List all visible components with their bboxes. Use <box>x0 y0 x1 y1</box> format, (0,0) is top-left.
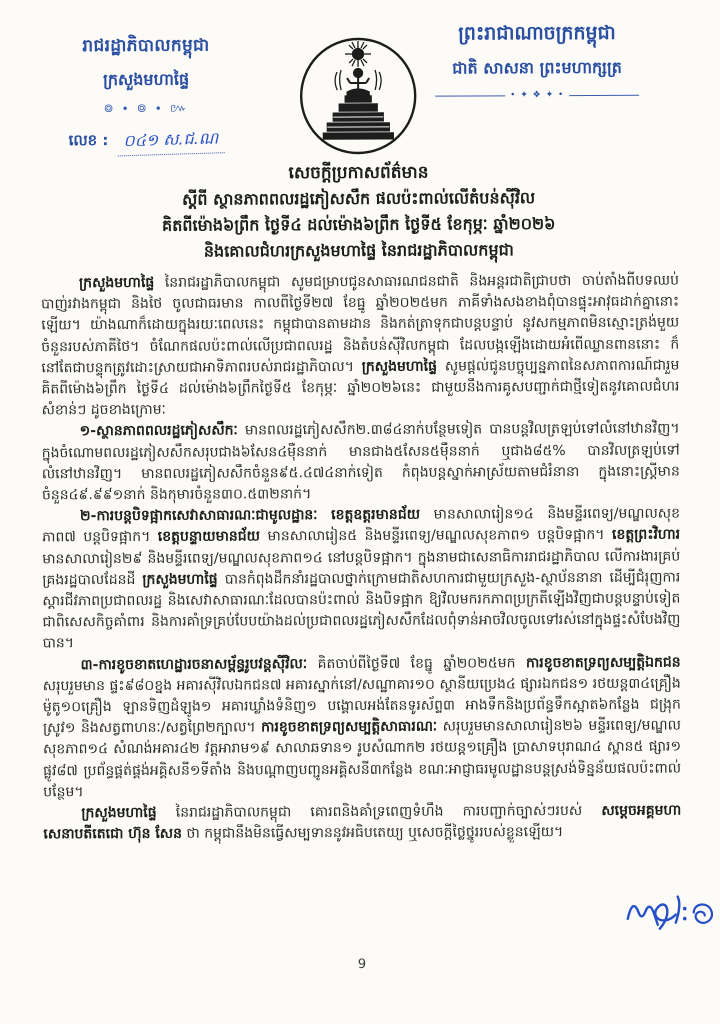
document-number-line <box>40 128 252 155</box>
paragraph-section-1: ១-ស្ថានភាពពលរដ្ឋភៀសសឹកៈ មានពលរដ្ឋភៀសសឹក២.៣៨៤នាក់បន្ថែមទៀត បានបន្តវិលត្រឡប់ទៅលំនៅឋានវិញ។ ក្នុងចំណោមពលរដ្ឋភៀសសឹកសរុបជាង៦សែន៤ម៉ឺននាក់ មានជាង៥សែន៥ម៉ឺននាក់ ឬជាង៨៥% បានវិលត្រឡប់ទៅលំនៅឋានវិញ។ មានពលរដ្ឋភៀសសឹកចំនួន៩៥.៤៧៤នាក់ទៀត កំពុងបន្តស្នាក់អាស្រ័យតាមជំរំនានា ក្នុងនោះស្ត្រីមានចំនួន៤៩.៩៩១នាក់ និងកុមារចំនួន៣០.៥៣២នាក់។ <box>41 421 680 504</box>
document-title <box>53 159 663 266</box>
title-line-2: ស្តីពី ស្ថានភាពពលរដ្ឋភៀសសឹក ផលប៉ះពាល់លើតំបន់ស៊ីវិល <box>182 188 536 209</box>
ministry-name: ក្រសួងមហាផ្ទៃ <box>103 69 190 90</box>
document-body <box>41 271 681 846</box>
paragraph-section-2: ២-ការបន្តបិទផ្អាកសេវាសាធារណៈជាមូលដ្ឋានៈ ខេត្តឧត្តរមានជ័យ មានសាលារៀន១៤ និងមន្ទីរពេទ្យ/មណ្ឌលសុខភាព៧ បន្តបិទផ្អាក។ ខេត្តបន្ទាយមានជ័យ មានសាលារៀន៥ និងមន្ទីរពេទ្យ/មណ្ឌលសុខភាព១ បន្តបិទផ្អាក។ ខេត្តព្រះវិហារ មានសាលារៀន២៩ និងមន្ទីរពេទ្យ/មណ្ឌលសុខភាព១៤ នៅបន្តបិទផ្អាក។ ក្នុងនាមជាសេនាធិការរាជរដ្ឋាភិបាល លើការងារគ្រប់គ្រងរដ្ឋបាលដែនដី ក្រសួងមហាផ្ទៃ បានកំពុងដឹកនាំរដ្ឋបាលថ្នាក់ក្រោមជាតិសហការជាមួយក្រសួង-ស្ថាប័ននានា ដើម្បីជំរុញការស្ដារជីវភាពប្រជាពលរដ្ឋ និងសេវាសាធារណៈដែលបានប៉ះពាល់ និងបិទផ្អាក ឱ្យវិលមករកភាពប្រក្រតីឡើងវិញជាបន្តបន្ទាប់ទៀត ជាពិសេសកិច្ចគាំពារ និងការគាំទ្រគ្រប់បែបយ៉ាងដល់ប្រជាពលរដ្ឋភៀសសឹកដែលពុំទាន់អាចវិលចូលទៅរស់នៅក្នុងផ្ទះសំបែងវិញបាន។ <box>42 505 681 652</box>
letterhead-left <box>40 34 253 155</box>
title-line-1: សេចក្តីប្រកាសព័ត៌មាន <box>288 162 429 184</box>
document-number-label: លេខ : <box>68 131 109 150</box>
title-line-3: គិតពីម៉ោង៦ព្រឹក ថ្ងៃទី៤ ដល់ម៉ោង៦ព្រឹក ថ្ងៃទី៥ ខែកុម្ភៈ ឆ្នាំ២០២៦ <box>161 214 556 235</box>
title-line-4: និងគោលជំហរក្រសួងមហាផ្ទៃ នៃរាជរដ្ឋាភិបាលកម្ពុជា <box>203 240 514 261</box>
divider-ornament: • ✦ ❖ ✦ • <box>510 90 565 101</box>
paragraph-section-3: ៣-ការខូចខាតហេដ្ឋារចនាសម្ព័ន្ធរូបវន្តស៊ីវិលៈ គិតចាប់ពីថ្ងៃទី៧ ខែធ្នូ ឆ្នាំ២០២៥មក ការខូចខាតទ្រព្យសម្បត្តិឯកជន សរុបរួមមាន ផ្ទះ៩៨០ខ្នង អគារស៊ីវិលឯកជន៧ អគារស្នាក់នៅ/សណ្ឋាគារ១០ ស្ថានីយប្រេង៤ ផ្សារឯកជន១ រថយន្ត៣៤គ្រឿង ម៉ូតូ១០គ្រឿង ឡានទិញដំឡូង១ អគារឃ្លាំងទំនិញ១ បង្គោលអង់តែនទូរស័ព្ទ៣ អាងទឹកនិងប្រព័ន្ធទឹកស្អាត៦កន្លែង ជង្រុកស្រូវ១ និងសត្វពាហនៈ/សត្វព្រៃ២ក្បាល។ ការខូចខាតទ្រព្យសម្បត្តិសាធារណៈ សរុបរួមមានសាលារៀន២៦ មន្ទីរពេទ្យ/មណ្ឌលសុខភាព១៤ សំណង់អគារ៤២ វត្តអារាម១៩ សាលាឆទាន១ រូបសំណាក២ រថយន្ត១គ្រឿង ប្រាសាទបុរាណ៤ ស្ពាន៥ ផ្សារ១ ផ្លូវ៨៧ ប្រព័ន្ធផ្គត់ផ្គង់អគ្គិសនី១ទីតាំង និងបណ្ដាញបញ្ជូនអគ្គិសនី៣កន្លែង ខណៈអាជ្ញាធរមូលដ្ឋានបន្តស្រង់ទិន្នន័យផលប៉ះពាល់បន្ថែម។ <box>42 654 682 801</box>
page-number: 9 <box>357 956 367 973</box>
government-name: រាជរដ្ឋាភិបាលកម្ពុជា <box>82 35 210 57</box>
kingdom-motto-line1: ព្រះរាជាណាចក្រកម្ពុជា <box>458 21 616 45</box>
divider-line-right <box>569 94 639 95</box>
kingdom-motto-line2: ជាតិ សាសនា ព្រះមហាក្សត្រ <box>452 57 622 78</box>
blue-ink-paraph-signature <box>624 882 716 940</box>
paragraph-closing: ក្រសួងមហាផ្ទៃ នៃរាជរដ្ឋាភិបាលកម្ពុជា គោរពនិងគាំទ្រពេញទំហឹង ការបញ្ជាក់ច្បាស់ៗរបស់ សម្ដេចអគ្គមហាសេនាបតីតេជោ ហ៊ុន សែន ថា កម្ពុជានឹងមិនធ្វើសម្បទាននូវអធិបតេយ្យ ឬសេចក្ដីថ្លៃថ្នូររបស់ខ្លួនឡើយ។ <box>43 802 682 843</box>
document-number-handwritten: ០៤១ ស.ជ.ណ <box>117 127 225 156</box>
khmer-ornament: ៙ ∙ ៙ ∙ ៚ <box>103 100 189 116</box>
motto-divider <box>382 90 692 101</box>
letterhead-right <box>382 21 692 101</box>
divider-line-left <box>435 95 505 96</box>
paragraph-intro: ក្រសួងមហាផ្ទៃ នៃរាជរដ្ឋាភិបាលកម្ពុជា សូមជម្រាបជូនសាធារណជនជាតិ និងអន្តរជាតិជ្រាបថា ចាប់តាំងពីបទឈប់បាញ់រវាងកម្ពុជា និងថៃ ចូលជាធរមាន កាលពីថ្ងៃទី២៧ ខែធ្នូ ឆ្នាំ២០២៥មក ភាគីទាំងសងខាងពុំបានផ្ទុះអាវុធដាក់គ្នានោះឡើយ។ យ៉ាងណាក៏ដោយក្នុងរយៈពេលនេះ កម្ពុជាបានតាមដាន និងកត់ត្រាទុកជាបន្តបន្ទាប់ នូវសកម្មភាពមិនស្មោះត្រង់មួយចំនួនរបស់ភាគីថៃ។ ចំណែកផលប៉ះពាល់លើប្រជាពលរដ្ឋ និងតំបន់ស៊ីវិលកម្ពុជា ដែលបង្កឡើងដោយអំពើឈ្លានពាននោះ ក៏នៅតែជាបន្ទុកត្រូវដោះស្រាយជាអាទិភាពរបស់រាជរដ្ឋាភិបាល។ ក្រសួងមហាផ្ទៃ សូមផ្ដល់ជូនបច្ចុប្បន្នភាពនៃសភាពការណ៍ជារួម គិតពីម៉ោង៦ព្រឹក ថ្ងៃទី៤ ដល់ម៉ោង៦ព្រឹកថ្ងៃទី៥ ខែកុម្ភៈ ឆ្នាំ២០២៦នេះ ជាមួយនឹងការគូសបញ្ជាក់ជាថ្មីទៀតនូវគោលជំហរសំខាន់ៗ ដូចខាងក្រោមៈ <box>41 272 680 419</box>
